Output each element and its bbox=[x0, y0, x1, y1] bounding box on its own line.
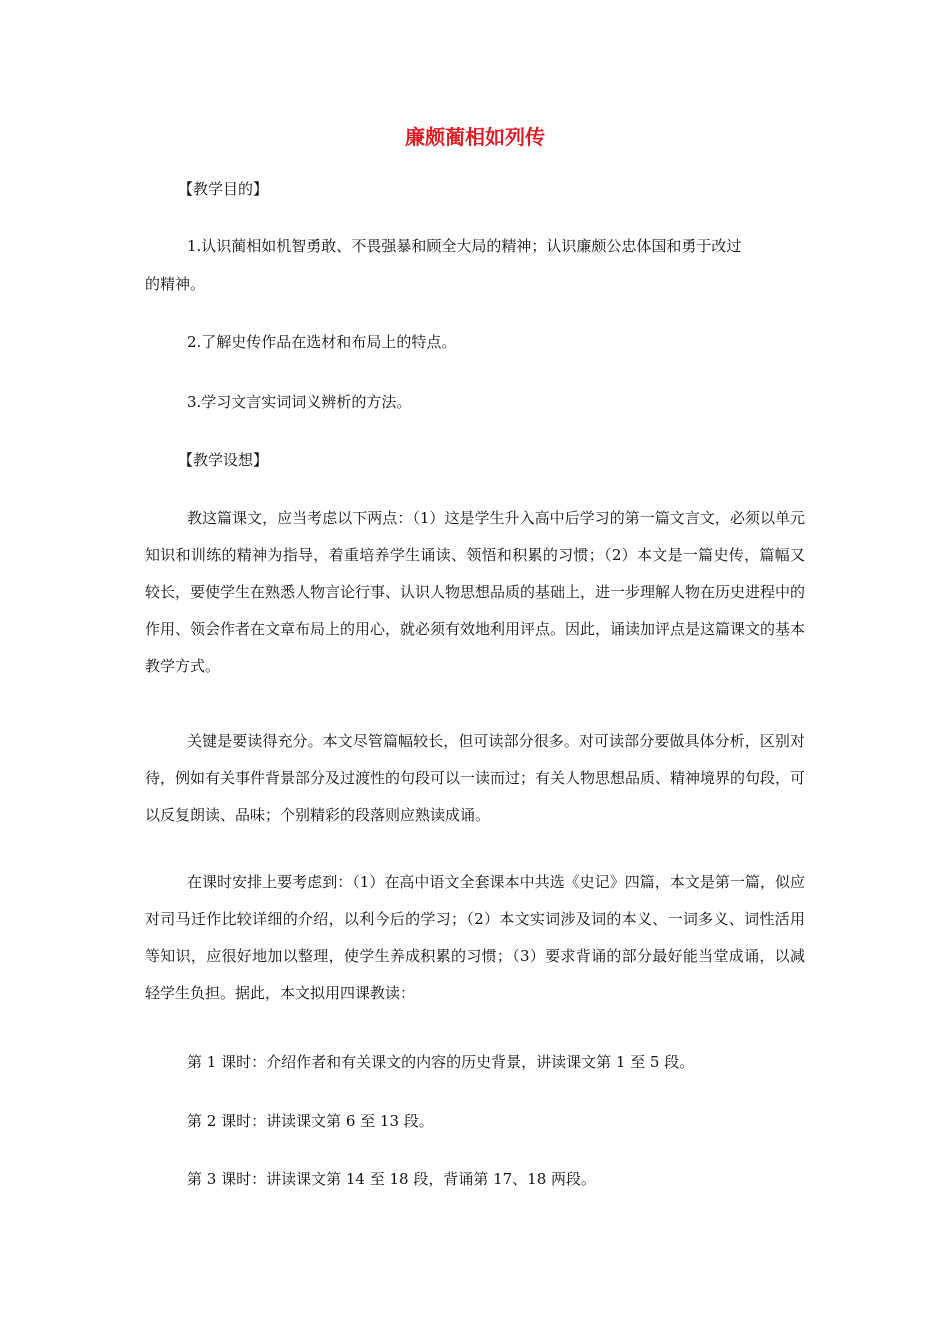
goal-item-2: 2.了解史传作品在选材和布局上的特点。 bbox=[187, 333, 457, 351]
goal-item-1: 1.认识蔺相如机智勇敢、不畏强暴和顾全大局的精神；认识廉颇公忠体国和勇于改过 bbox=[187, 237, 742, 255]
paragraph-schedule: 在课时安排上要考虑到：（1）在高中语文全套课本中共选《史记》四篇，本文是第一篇，似应对司马迁作比较详细的介绍，以利今后的学习；（2）本文实词涉及词的本义、一词多义、词性活用等知识，应很好地加以整理，使学生养成积累的习惯；（3）要求背诵的部分最好能当堂成诵，以减轻学生负担。据此，本文拟用四课教读： bbox=[145, 873, 805, 1002]
lesson-item-3: 第 3 课时：讲读课文第 14 至 18 段，背诵第 17、18 两段。 bbox=[187, 1170, 597, 1188]
paragraph-reading: 关键是要读得充分。本文尽管篇幅较长，但可读部分很多。对可读部分要做具体分析，区别对待，例如有关事件背景部分及过渡性的句段可以一读而过；有关人物思想品质、精神境界的句段，可以反复朗读、品味；个别精彩的段落则应熟读成诵。 bbox=[145, 732, 806, 824]
goal-item-1-continued: 的精神。 bbox=[145, 275, 206, 293]
document-title: 廉颇蔺相如列传 bbox=[405, 125, 545, 149]
lesson-item-2: 第 2 课时：讲读课文第 6 至 13 段。 bbox=[187, 1112, 434, 1130]
section-heading-teaching-design: 【教学设想】 bbox=[178, 451, 269, 469]
paragraph-approach: 教这篇课文，应当考虑以下两点：（1）这是学生升入高中后学习的第一篇文言文，必须以单元知识和训练的精神为指导，着重培养学生诵读、领悟和积累的习惯；（2）本文是一篇史传，篇幅又较长，要使学生在熟悉人物言论行事、认识人物思想品质的基础上，进一步理解人物在历史进程中的作用、领会作者在文章布局上的用心，就必须有效地利用评点。因此，诵读加评点是这篇课文的基本教学方式。 bbox=[145, 509, 806, 675]
lesson-item-1: 第 1 课时：介绍作者和有关课文的内容的历史背景，讲读课文第 1 至 5 段。 bbox=[187, 1053, 695, 1071]
goal-item-3: 3.学习文言实词词义辨析的方法。 bbox=[187, 393, 412, 411]
section-heading-teaching-goals: 【教学目的】 bbox=[178, 180, 269, 198]
